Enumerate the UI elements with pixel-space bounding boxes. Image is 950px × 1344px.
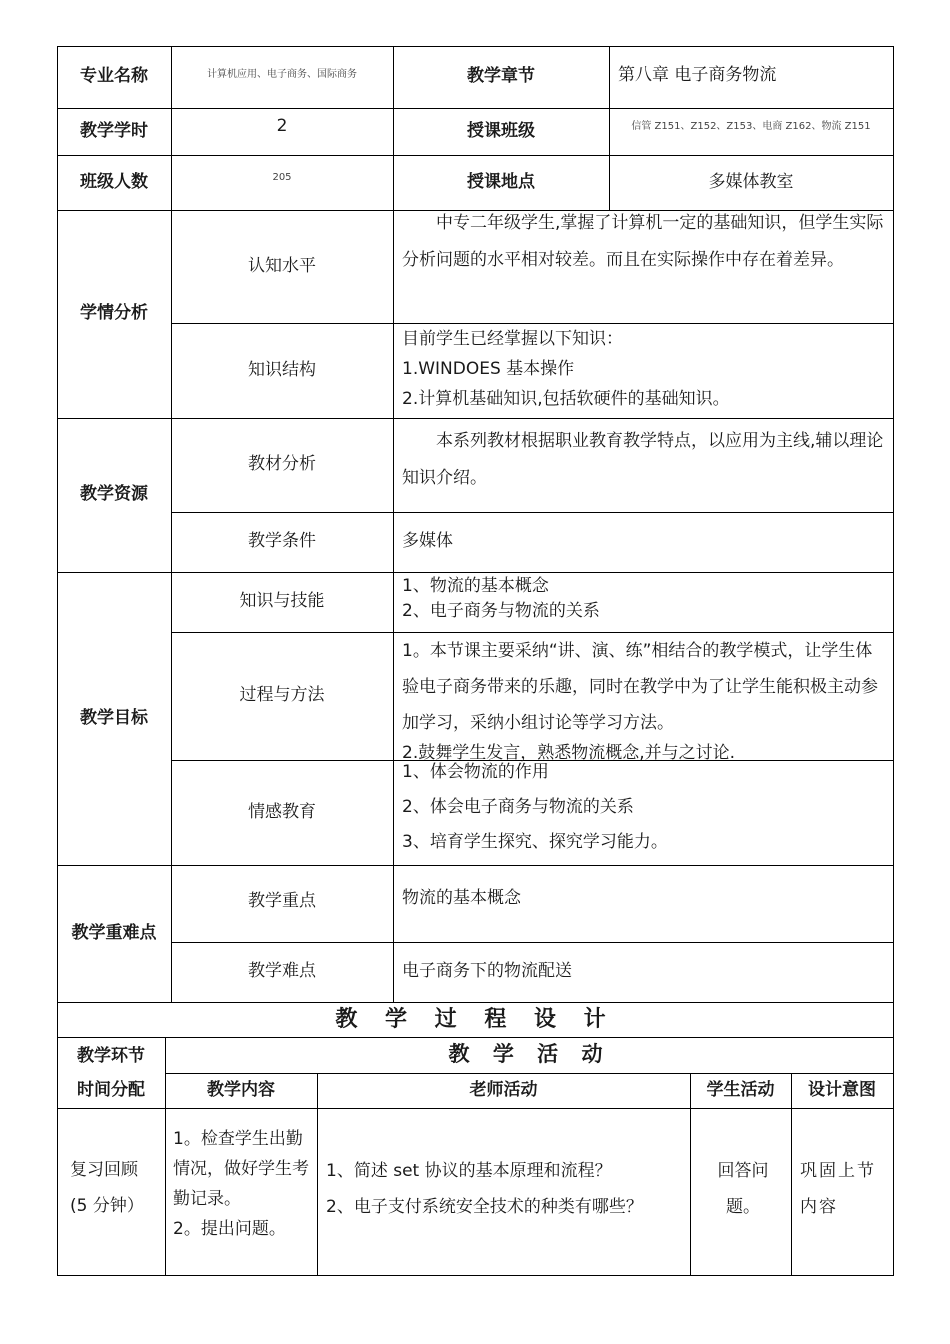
chapter-value: 第八章 电子商务物流 [618, 65, 777, 85]
col-teacher-header: 老师活动 [469, 1079, 538, 1100]
objectives-label: 教学目标 [80, 707, 148, 728]
table-border [57, 1275, 894, 1276]
knowledge-item: 目前学生已经掌握以下知识： [402, 329, 623, 349]
table-row-content: 1。检查学生出勤情况，做好学生考勤记录。 2。提出问题。 [173, 1129, 309, 1239]
skills-list [402, 572, 888, 632]
table-row-stage [70, 1152, 165, 1232]
table-row-teacher: 1、简述 set 协议的基本原理和流程？ 2、电子支付系统安全技术的种类有哪些？ [326, 1161, 643, 1217]
table-border [57, 865, 894, 866]
emotion-item: 1、体会物流的作用 [402, 762, 549, 782]
knowledge-list [402, 324, 888, 418]
focus-label: 教学重点 [248, 891, 316, 912]
knowledge-label: 知识结构 [248, 359, 316, 380]
activities-title: 教 学 活 动 [448, 1042, 611, 1067]
class-value: 信管 Z151、Z152、Z153、电商 Z162、物流 Z151 [631, 121, 871, 132]
conditions-text: 多媒体 [402, 531, 453, 552]
stage-header [57, 1037, 165, 1108]
class-label: 授课班级 [467, 120, 535, 141]
skills-item: 1、物流的基本概念 [402, 576, 549, 596]
stage-name: 复习回顾 [70, 1160, 138, 1180]
process-method-item: 2.鼓舞学生发言，熟悉物流概念,并与之讨论. [402, 743, 736, 763]
skills-item: 2、电子商务与物流的关系 [402, 601, 600, 621]
emotion-item: 2、体会电子商务与物流的关系 [402, 797, 634, 817]
knowledge-item: 2.计算机基础知识,包括软硬件的基础知识。 [402, 389, 730, 409]
process-method-label: 过程与方法 [239, 685, 325, 706]
table-row-intent: 巩固上节内容 [800, 1161, 876, 1217]
major-value: 计算机应用、电子商务、国际商务 [207, 69, 357, 80]
hours-value: 2 [276, 116, 288, 137]
resources-label: 教学资源 [80, 484, 148, 505]
cognition-label: 认知水平 [248, 255, 316, 276]
conditions-label: 教学条件 [248, 531, 316, 552]
chapter-label: 教学章节 [467, 66, 535, 87]
textbook-label: 教材分析 [248, 454, 316, 475]
time-label: 时间分配 [77, 1080, 145, 1100]
focus-text: 物流的基本概念 [402, 888, 521, 908]
process-method-text [402, 633, 888, 763]
col-student-header: 学生活动 [706, 1079, 775, 1100]
table-border [57, 1108, 894, 1109]
table-row-student: 回答问题。 [717, 1161, 769, 1217]
process-method-item: 1。本节课主要采纳“讲、演、练”相结合的教学模式，让学生体验电子商务带来的乐趣，同时在教学中为了让学生能积极主动参加学习，采纳小组讨论等学习方法。 [402, 641, 878, 733]
count-label: 班级人数 [80, 171, 148, 192]
stage-time: (5 分钟） [70, 1196, 144, 1216]
skills-label: 知识与技能 [239, 591, 325, 612]
stage-label: 教学环节 [77, 1046, 145, 1066]
emotion-item: 3、培育学生探究、探究学习能力。 [402, 832, 668, 852]
col-content-header: 教学内容 [207, 1079, 275, 1100]
hours-label: 教学学时 [80, 120, 148, 141]
major-label: 专业名称 [80, 66, 148, 87]
count-value: 205 [272, 172, 292, 183]
place-label: 授课地点 [467, 171, 535, 192]
knowledge-item: 1.WINDOES 基本操作 [402, 359, 575, 379]
key-points-label: 教学重难点 [71, 922, 157, 943]
place-value: 多媒体教室 [708, 171, 794, 192]
emotion-list [402, 760, 888, 865]
process-design-title: 教 学 过 程 设 计 [335, 1006, 616, 1032]
difficulty-label: 教学难点 [248, 961, 316, 982]
table-border [893, 46, 894, 1276]
learner-analysis-label: 学情分析 [80, 303, 148, 324]
textbook-text: 本系列教材根据职业教育教学特点，以应用为主线,辅以理论知识介绍。 [402, 431, 884, 488]
difficulty-text: 电子商务下的物流配送 [402, 961, 572, 982]
cognition-text: 中专二年级学生,掌握了计算机一定的基础知识，但学生实际分析问题的水平相对较差。而且在实际操作中存在着差异。 [402, 213, 884, 270]
emotion-label: 情感教育 [248, 801, 316, 822]
col-intent-header: 设计意图 [808, 1079, 876, 1100]
